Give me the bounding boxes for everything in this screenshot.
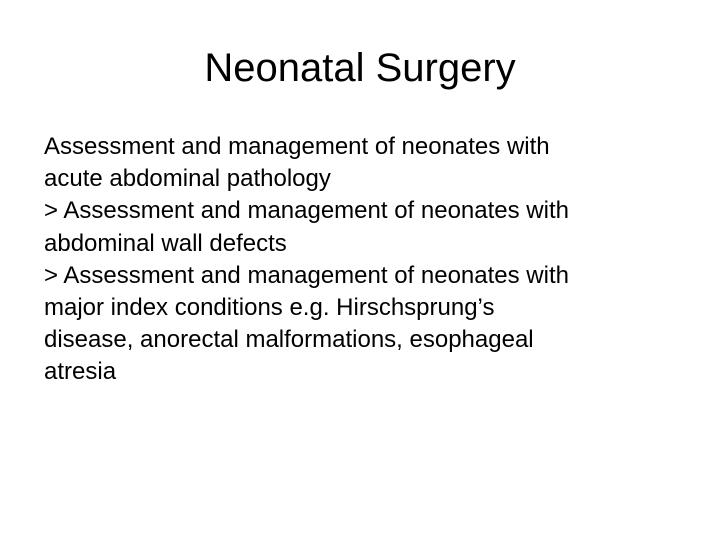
body-line: atresia bbox=[44, 358, 117, 386]
slide-title: Neonatal Surgery bbox=[204, 46, 516, 90]
body-line: Assessment and management of neonates with bbox=[44, 133, 550, 160]
body-line: acute abdominal pathology bbox=[44, 165, 331, 193]
body-line: disease, anorectal malformations, esophageal bbox=[44, 326, 534, 354]
slide-body bbox=[44, 131, 694, 389]
body-line: major index conditions e.g. Hirschsprung’s bbox=[44, 294, 495, 322]
body-line: > Assessment and management of neonates with bbox=[44, 261, 569, 289]
body-line: > Assessment and management of neonates with bbox=[44, 197, 569, 225]
body-line: abdominal wall defects bbox=[44, 229, 287, 257]
